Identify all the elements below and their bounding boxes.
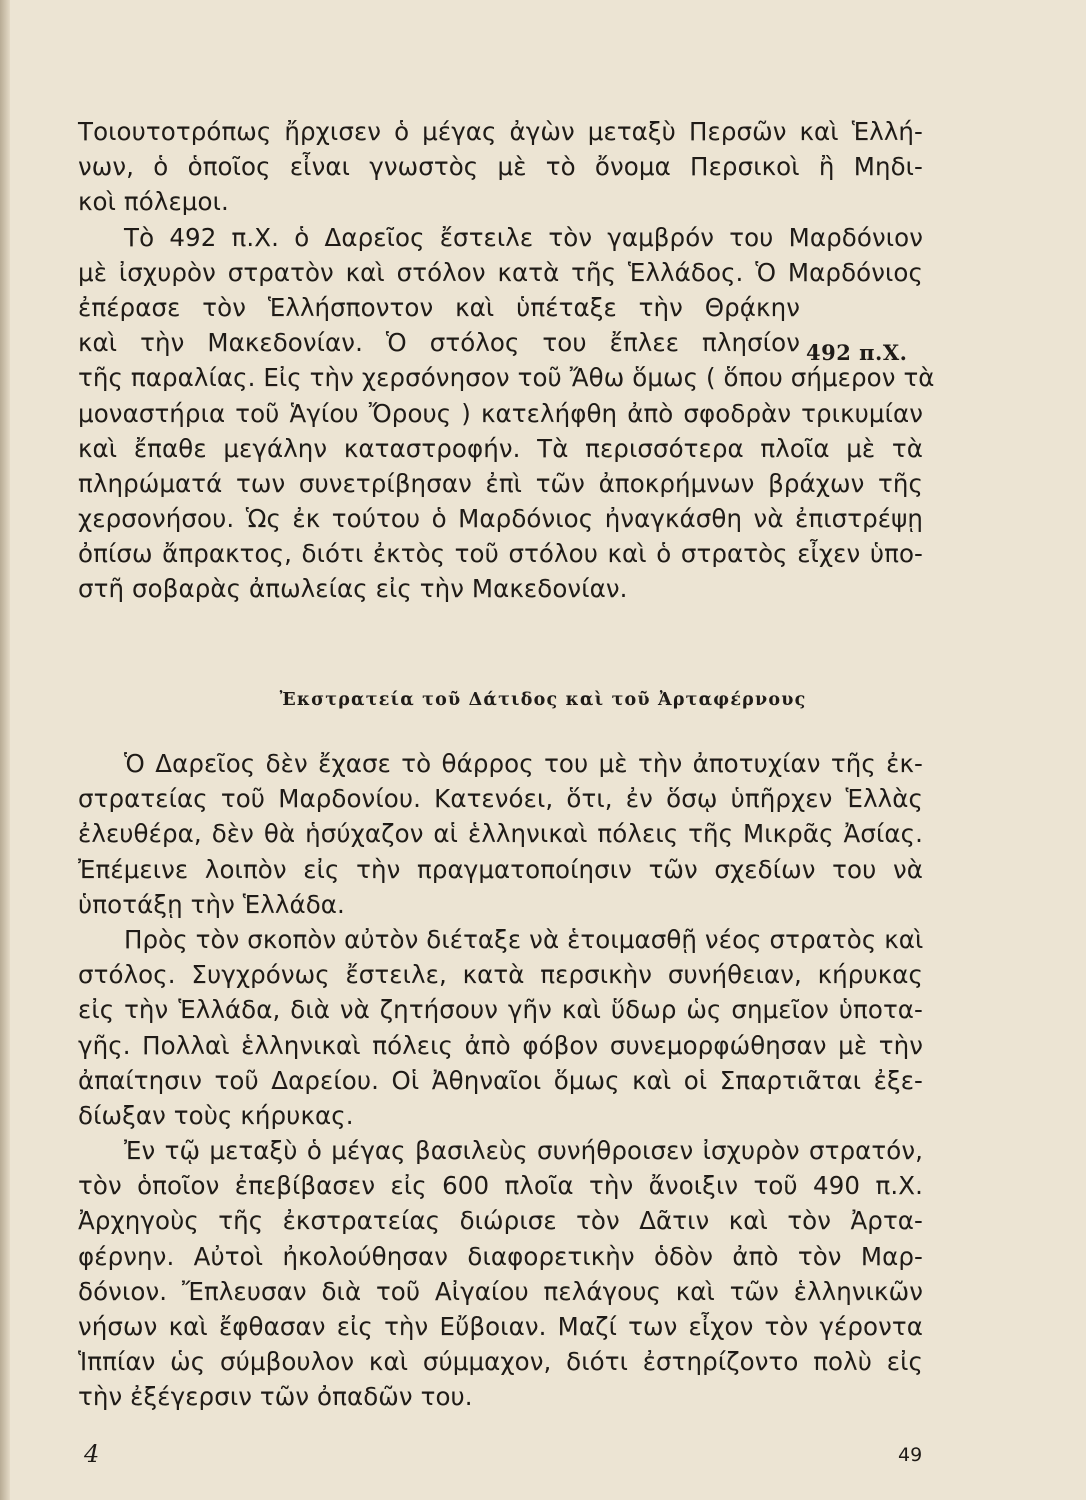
- paragraph-3: [78, 746, 923, 922]
- text-line: μοναστήρια τοῦ Ἁγίου Ὄρους ) κατελήφθη ἀπὸ σφοδρὰν τρικυμίαν: [78, 398, 923, 428]
- text-line: τῆς παραλίας. Εἰς τὴν χερσόνησον τοῦ Ἄθω ὅμως ( ὅπου σήμερον τὰ: [78, 363, 935, 393]
- text-line: Ἱππίαν ὡς σύμβουλον καὶ σύμμαχον, διότι ἐστηρίζοντο πολὺ εἰς: [78, 1347, 923, 1377]
- text-line: Ὁ Δαρεῖος δὲν ἔχασε τὸ θάρρος του μὲ τὴν ἀποτυχίαν τῆς ἐκ-: [124, 749, 923, 778]
- text-line: στῆ σοβαρὰς ἀπωλείας εἰς τὴν Μακεδονίαν.: [78, 574, 628, 604]
- page-number: 49: [898, 1444, 923, 1466]
- paragraph-1: [78, 114, 923, 220]
- text-line: γῆς. Πολλαὶ ἑλληνικαὶ πόλεις ἀπὸ φόβον συνεμορφώθησαν μὲ τὴν: [78, 1030, 923, 1060]
- text-line: καὶ τὴν Μακεδονίαν. Ὁ στόλος του ἔπλεε πλησίον: [78, 328, 800, 358]
- text-line: νων, ὁ ὁποῖος εἶναι γνωστὸς μὲ τὸ ὄνομα Περσικοὶ ἢ Μηδι-: [78, 152, 923, 182]
- margin-date-note: 492 π.Χ.: [806, 340, 908, 365]
- text-line: Ἀρχηγοὺς τῆς ἐκστρατείας διώρισε τὸν Δᾶτιν καὶ τὸν Ἀρτα-: [78, 1206, 923, 1236]
- paragraph-5: [78, 1133, 923, 1415]
- text-line: δόνιον. Ἔπλευσαν διὰ τοῦ Αἰγαίου πελάγους καὶ τῶν ἑλληνικῶν: [78, 1276, 923, 1306]
- text-line: φέρνην. Αὐτοὶ ἠκολούθησαν διαφορετικὴν ὁδὸν ἀπὸ τὸν Μαρ-: [78, 1241, 923, 1271]
- text-line: Τὸ 492 π.Χ. ὁ Δαρεῖος ἔστειλε τὸν γαμβρόν του Μαρδόνιον: [124, 222, 923, 252]
- text-line: πληρώματά των συνετρίβησαν ἐπὶ τῶν ἀποκρήμνων βράχων τῆς: [78, 468, 923, 498]
- page-binding-edge: [0, 0, 10, 1500]
- text-line: στόλος. Συγχρόνως ἔστειλε, κατὰ περσικὴν συνήθειαν, κήρυκας: [78, 960, 923, 990]
- text-line: δίωξαν τοὺς κήρυκας.: [78, 1100, 354, 1130]
- body-text-bottom: [78, 746, 923, 1415]
- text-line: τὸν ὁποῖον ἐπεβίβασεν εἰς 600 πλοῖα τὴν ἄνοιξιν τοῦ 490 π.Χ.: [78, 1171, 923, 1201]
- paragraph-2: [78, 220, 935, 607]
- text-line: κοὶ πόλεμοι.: [78, 187, 229, 217]
- text-line: τὴν ἐξέγερσιν τῶν ὀπαδῶν του.: [78, 1382, 473, 1412]
- text-line: ὑποτάξῃ τὴν Ἑλλάδα.: [78, 889, 345, 919]
- paragraph-4: [78, 922, 923, 1133]
- text-line: χερσονήσου. Ὡς ἐκ τούτου ὁ Μαρδόνιος ἠναγκάσθη νὰ ἐπιστρέψῃ: [78, 504, 923, 534]
- signature-mark: 4: [84, 1440, 100, 1468]
- text-line: Ἐπέμεινε λοιπὸν εἰς τὴν πραγματοποίησιν τῶν σχεδίων του νὰ: [78, 854, 923, 884]
- text-line: εἰς τὴν Ἑλλάδα, διὰ νὰ ζητήσουν γῆν καὶ ὕδωρ ὡς σημεῖον ὑποτα-: [78, 995, 923, 1025]
- text-line: ἀπαίτησιν τοῦ Δαρείου. Οἱ Ἀθηναῖοι ὅμως καὶ οἱ Σπαρτιᾶται ἐξε-: [78, 1065, 923, 1095]
- text-line: καὶ ἔπαθε μεγάλην καταστροφήν. Τὰ περισσότερα πλοῖα μὲ τὰ: [78, 433, 923, 463]
- text-line: ὀπίσω ἄπρακτος, διότι ἐκτὸς τοῦ στόλου καὶ ὁ στρατὸς εἶχεν ὑπο-: [78, 539, 923, 569]
- text-line: νήσων καὶ ἔφθασαν εἰς τὴν Εὔβοιαν. Μαζί των εἶχον τὸν γέροντα: [78, 1312, 923, 1341]
- section-heading: Ἐκστρατεία τοῦ Δάτιδος καὶ τοῦ Ἀρταφέρνους: [279, 690, 807, 710]
- text-line: ἐπέρασε τὸν Ἑλλήσποντον καὶ ὑπέταξε τὴν Θρᾴκην: [78, 292, 800, 322]
- text-line: Τοιουτοτρόπως ἤρχισεν ὁ μέγας ἀγὼν μεταξὺ Περσῶν καὶ Ἑλλή-: [78, 117, 923, 146]
- text-line: Πρὸς τὸν σκοπὸν αὐτὸν διέταξε νὰ ἑτοιμασθῇ νέος στρατὸς καὶ: [124, 924, 924, 954]
- text-line: ἐλευθέρα, δὲν θὰ ἡσύχαζον αἱ ἑλληνικαὶ πόλεις τῆς Μικρᾶς Ἀσίας.: [78, 819, 923, 849]
- text-line: στρατείας τοῦ Μαρδονίου. Κατενόει, ὅτι, ἐν ὅσῳ ὑπῆρχεν Ἑλλὰς: [78, 784, 923, 814]
- text-line: μὲ ἰσχυρὸν στρατὸν καὶ στόλον κατὰ τῆς Ἑλλάδος. Ὁ Μαρδόνιος: [78, 257, 923, 287]
- text-line: Ἐν τῷ μεταξὺ ὁ μέγας βασιλεὺς συνήθροισεν ἰσχυρὸν στρατόν,: [124, 1136, 923, 1166]
- body-text-top: [78, 114, 935, 607]
